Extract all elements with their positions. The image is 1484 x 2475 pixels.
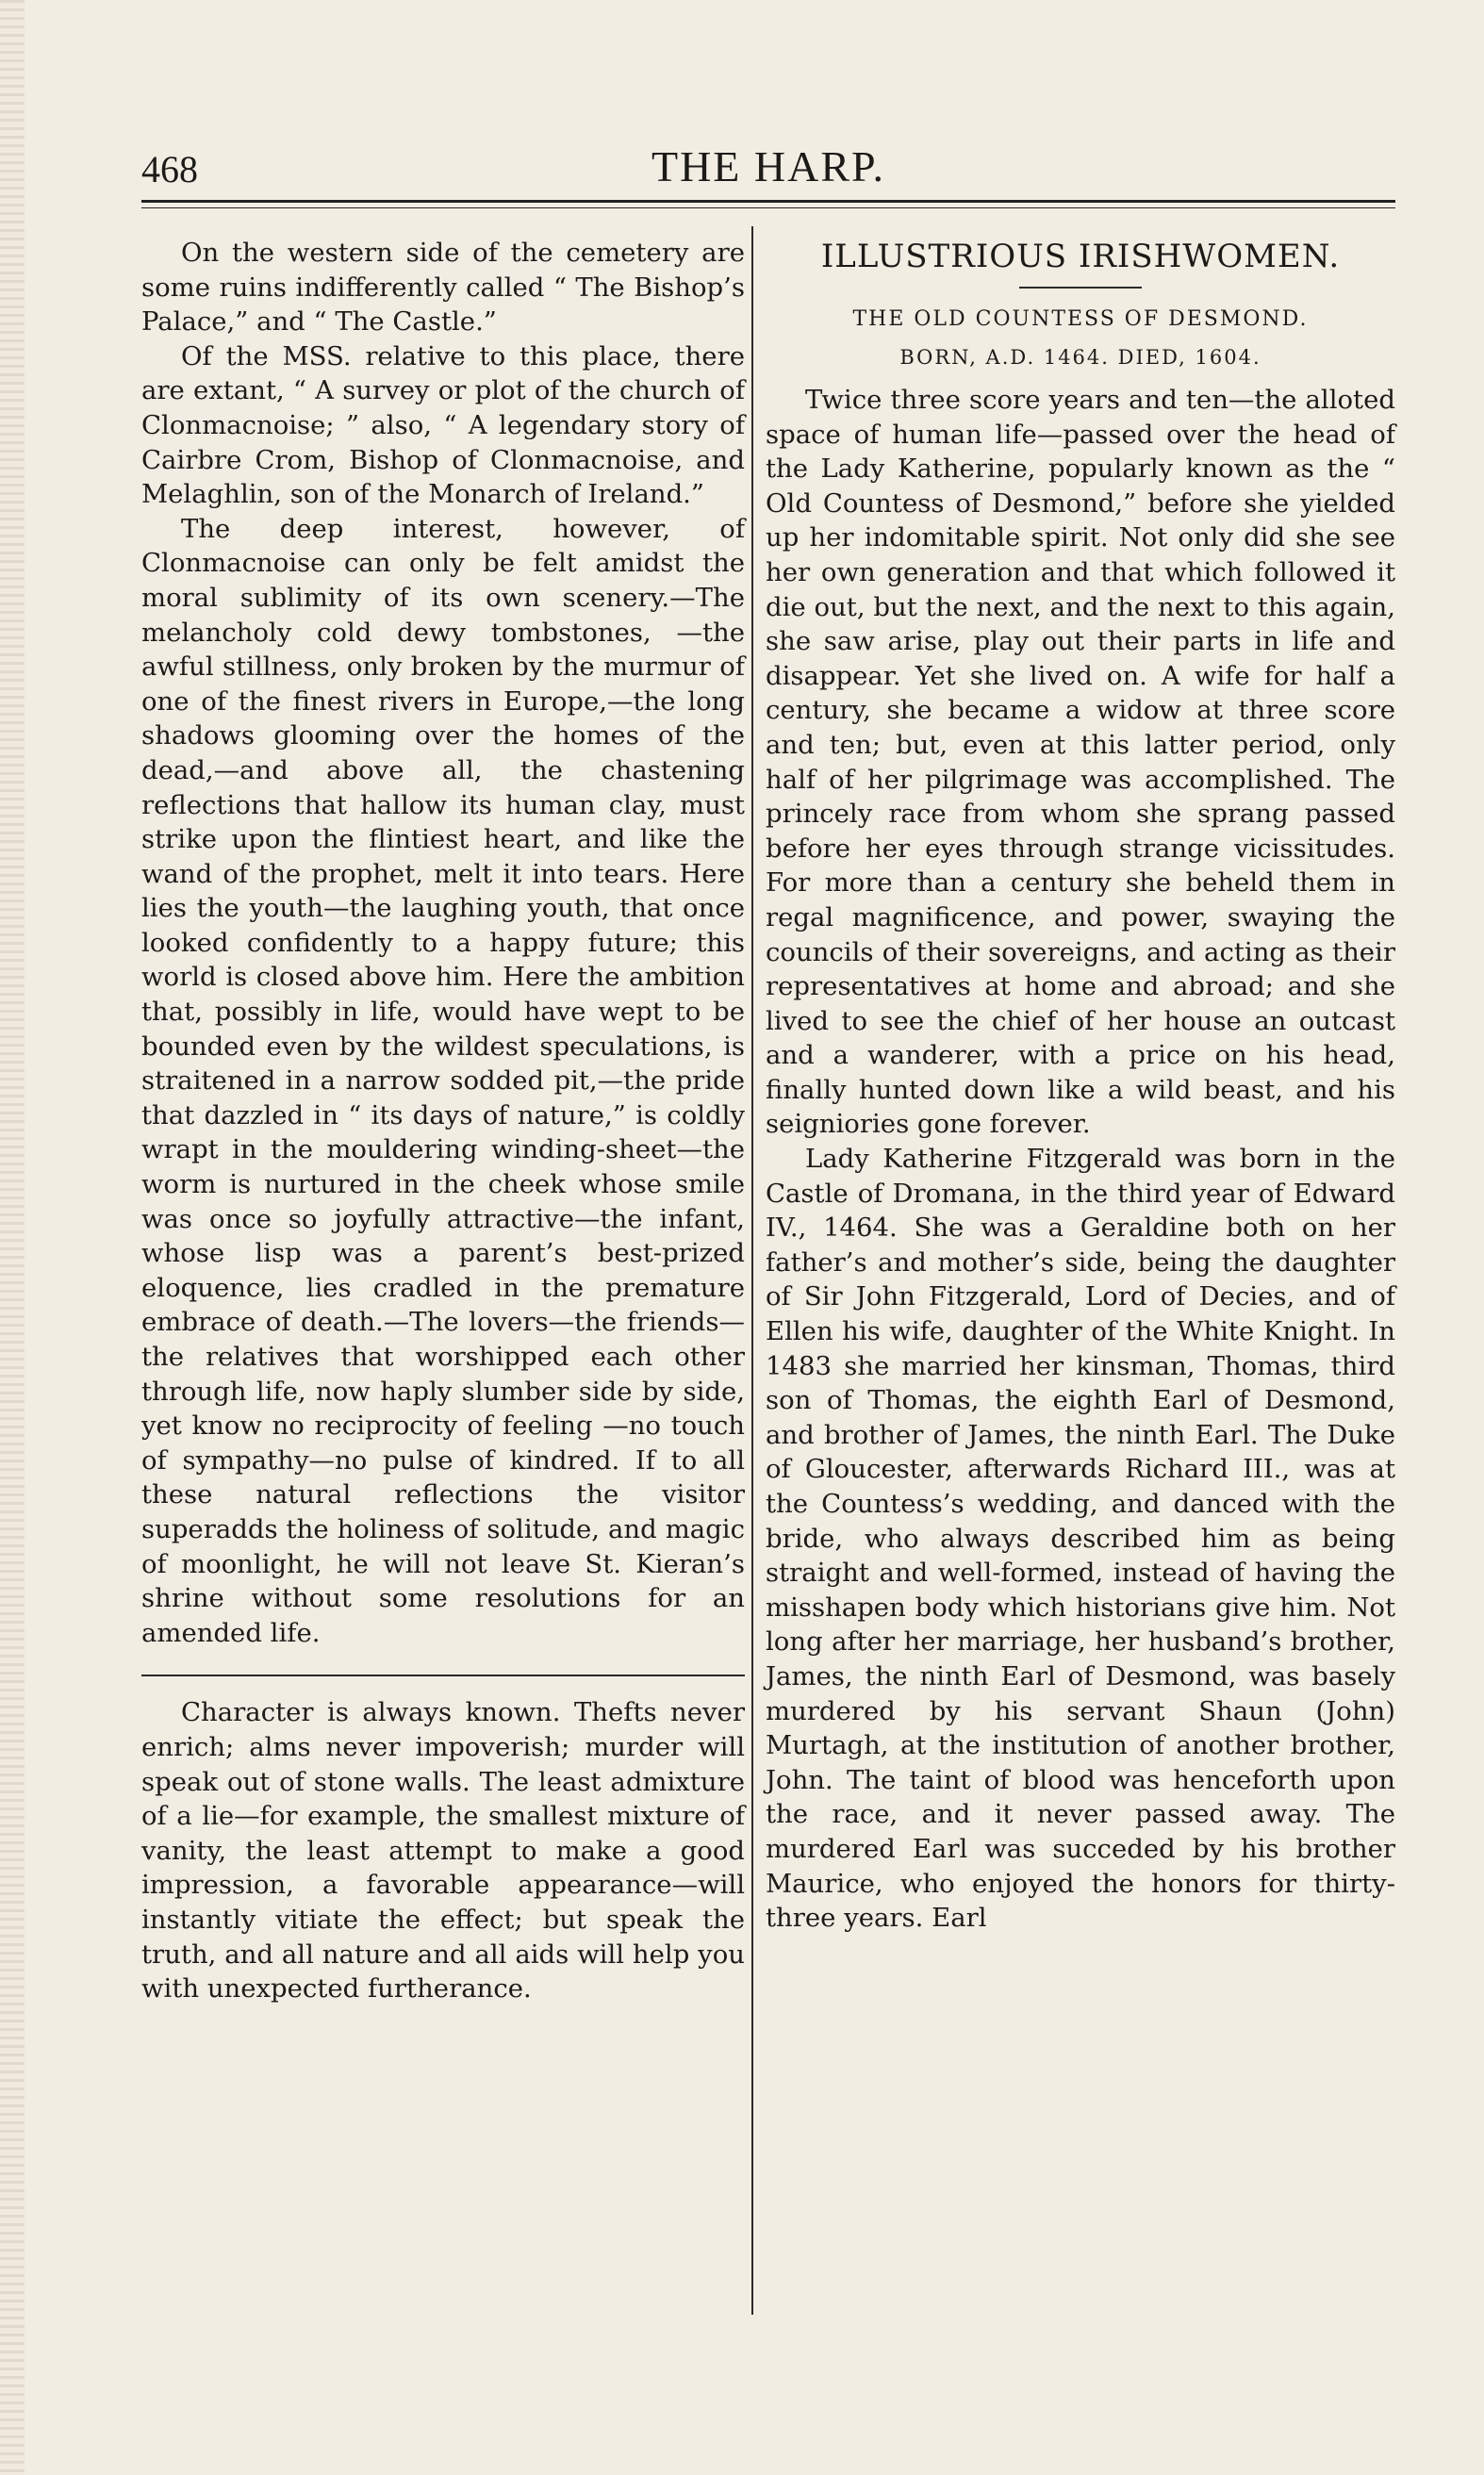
- section-rule: [141, 1675, 745, 1676]
- page-number: 468: [141, 148, 198, 190]
- page-edge-texture: [0, 0, 25, 2475]
- article-subtitle: THE OLD COUNTESS OF DESMOND.: [852, 307, 1309, 331]
- article-title: ILLUSTRIOUS IRISHWOMEN.: [820, 238, 1341, 275]
- column-divider: [751, 226, 753, 2315]
- header-rule-thick: [141, 200, 1395, 203]
- paragraph: Character is always known. Thefts never enrich; alms never impoverish; murder will speak out of stone walls. The least admixture of a lie—for example, the smallest mixture of vanity, the least attempt to make a good impression, a favorable appearance—will instantly vitiate the effect; but speak the truth, and all nature and all aids will help you with unexpected furtherance.: [141, 1697, 745, 2005]
- paragraph: The deep interest, however, of Clonmacnoise can only be felt amidst the moral sublimity of its own scenery.—The melancholy cold dewy tombstones, —the awful stillness, only broken by the murmur of one of the finest rivers in Europe,—the long shadows glooming over the homes of the dead,—and above all, the chastening reflections that hallow its human clay, must strike upon the flintiest heart, and like the wand of the prophet, melt it into tears. Here lies the youth—the laughing youth, that once looked confidently to a happy future; this world is closed above him. Here the ambition that, possibly in life, would have wept to be bounded even by the wildest speculations, is straitened in a narrow sodded pit,—the pride that dazzled in “ its days of nature,” is coldly wrapt in the mouldering winding-sheet—the worm is nurtured in the cheek whose smile was once so joyfully attractive—the infant, whose lisp was a parent’s best-prized eloquence, lies cradled in the premature embrace of death.—The lovers—the friends—the relatives that worshipped each other through life, now haply slumber side by side, yet know no reciprocity of feeling —no touch of sympathy—no pulse of kindred. If to all these natural reflections the visitor superadds the holiness of solitude, and magic of moonlight, he will not leave St. Kieran’s shrine without some resolutions for an amended life.: [141, 513, 745, 1648]
- page-header: [141, 141, 1395, 207]
- title-rule: [1019, 287, 1142, 289]
- paragraph: On the western side of the cemetery are some ruins indifferently called “ The Bishop’s Palace,” and “ The Castle.”: [141, 238, 745, 338]
- paragraph: Twice three score years and ten—the alloted space of human life—passed over the head of the Lady Katherine, popularly known as the “ Old Countess of Desmond,” before she yielded up her indomitable spirit. Not only did she see her own generation and that which followed it die out, but the next, and the next to this again, she saw arise, play out their parts in life and disappear. Yet she lived on. A wife for half a century, she became a widow at three score and ten; but, even at this latter period, only half of her pilgrimage was accomplished. The princely race from whom she sprang passed before her eyes through strange vicissitudes. For more than a century she beheld them in regal magnificence, and power, swaying the councils of their sovereigns, and acting as their representatives at home and abroad; and she lived to see the chief of her house an outcast and a wanderer, with a price on his head, finally hunted down like a wild beast, and his seigniories gone forever.: [766, 385, 1395, 1140]
- running-title: THE HARP.: [651, 142, 886, 190]
- left-column: [141, 236, 745, 2006]
- paragraph: Lady Katherine Fitzgerald was born in the Castle of Dromana, in the third year of Edward IV., 1464. She was a Geraldine both on her father’s and mother’s side, being the daughter of Sir John Fitzgerald, Lord of Decies, and of Ellen his wife, daughter of the White Knight. In 1483 she married her kinsman, Thomas, third son of Thomas, the eighth Earl of Desmond, and brother of James, the ninth Earl. The Duke of Gloucester, afterwards Richard III., was at the Countess’s wedding, and danced with the bride, who always described him as being straight and well-formed, instead of having the misshapen body which historians give him. Not long after her marriage, her husband’s brother, James, the ninth Earl of Desmond, was basely murdered by his servant Shaun (John) Murtagh, at the institution of another brother, John. The taint of blood was henceforth upon the race, and it never passed away. The murdered Earl was succeded by his brother Maurice, who enjoyed the honors for thirty-three years. Earl: [766, 1144, 1395, 1934]
- paragraph: Of the MSS. relative to this place, there are extant, “ A survey or plot of the church of Clonmacnoise; ” also, “ A legendary story of Cairbre Crom, Bishop of Clonmacnoise, and Melaghlin, son of the Monarch of Ireland.”: [141, 340, 745, 510]
- article-dates: BORN, A.D. 1464. DIED, 1604.: [899, 346, 1261, 369]
- header-rule-thin: [141, 207, 1395, 208]
- right-column: [766, 236, 1395, 1936]
